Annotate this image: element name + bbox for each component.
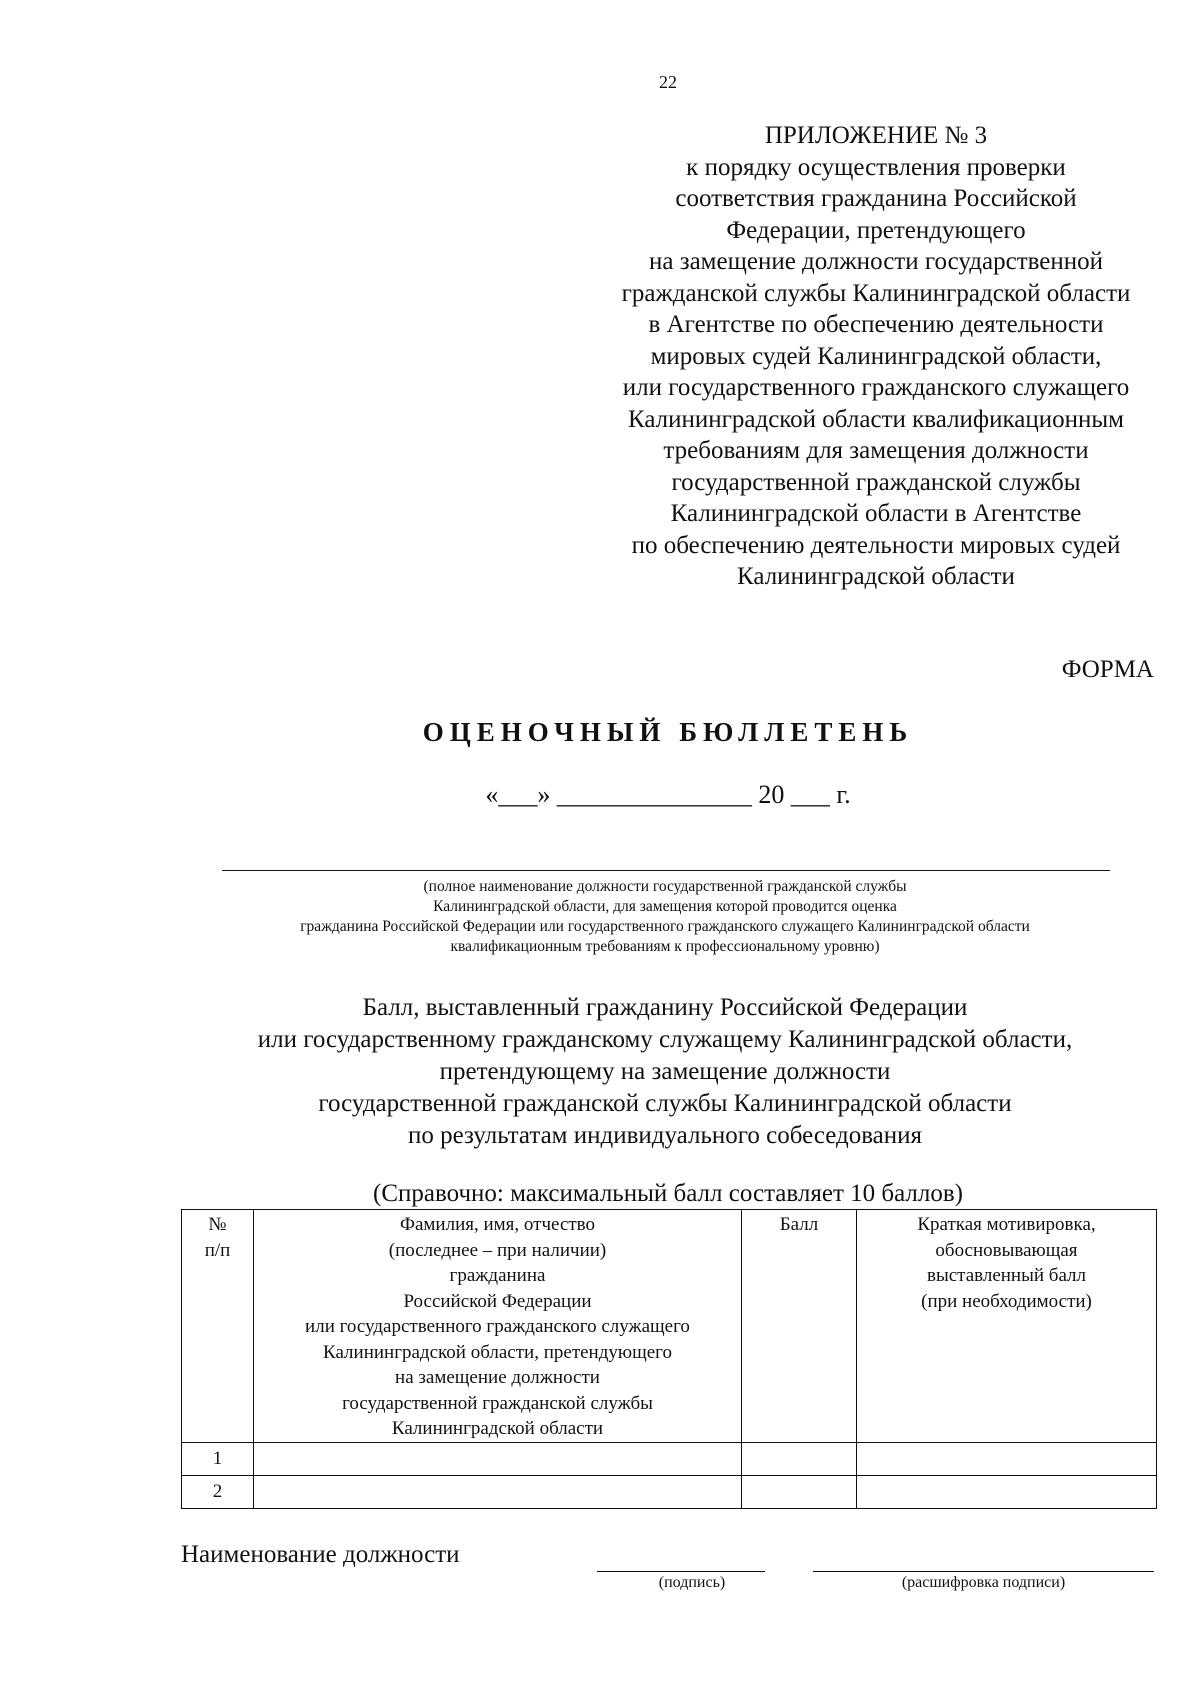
reference-note: (Справочно: максимальный балл составляет 10 баллов)	[373, 1180, 963, 1207]
row-number: 2	[182, 1475, 254, 1508]
score-cell[interactable]	[742, 1442, 857, 1475]
position-label: Наименование должности	[181, 1541, 460, 1568]
score-heading-line: или государственному гражданскому служащему Калининградской области,	[257, 1026, 1073, 1053]
appendix-line: государственной гражданской службы	[671, 468, 1081, 496]
appendix-line: мировых судей Калининградской области,	[650, 342, 1102, 370]
appendix-header	[586, 120, 1166, 593]
score-heading-line: по результатам индивидуального собеседования	[407, 1122, 923, 1149]
appendix-line: или государственного гражданского служащего	[622, 374, 1130, 401]
appendix-line: Федерации, претендующего	[726, 216, 1026, 244]
signature-line[interactable]	[597, 1571, 765, 1572]
date-line: «___» _______________ 20 ___ г.	[485, 780, 851, 809]
appendix-line: Калининградской области квалификационным	[627, 405, 1124, 433]
table-row	[182, 1442, 1157, 1475]
row-number: 1	[182, 1442, 254, 1475]
appendix-line: Калининградской области	[737, 563, 1015, 590]
col-reason-header: Краткая мотивировка, обосновывающая выставленный балл (при необходимости)	[857, 1210, 1157, 1443]
signature-caption: (подпись)	[658, 1574, 726, 1591]
appendix-line: соответствия гражданина Российской	[675, 185, 1077, 212]
name-cell[interactable]	[254, 1442, 742, 1475]
appendix-line: требованиям для замещения должности	[663, 437, 1089, 464]
page-number: 22	[659, 72, 677, 92]
position-fill-line	[222, 870, 1110, 871]
position-caption-line: гражданина Российской Федерации или государственного гражданского служащего Калининградской области	[300, 918, 1030, 935]
signature-decode-line[interactable]	[813, 1571, 1154, 1572]
appendix-line: по обеспечению деятельности мировых судей	[631, 531, 1121, 559]
appendix-line: в Агентстве по обеспечению деятельности	[648, 311, 1104, 338]
score-heading	[150, 992, 1180, 1152]
form-label: ФОРМА	[1061, 656, 1154, 683]
position-caption-line: (полное наименование должности государственной гражданской службы	[423, 878, 907, 895]
rating-table	[181, 1209, 1157, 1509]
score-cell[interactable]	[742, 1475, 857, 1508]
col-name-header: Фамилия, имя, отчество (последнее – при наличии) гражданина Российской Федерации или государственного гражданского служащего Калининградской области, претендующего на замещение должности государственной гражданской службы Калининградской области	[254, 1210, 742, 1443]
appendix-line: Калининградской области в Агентстве	[670, 500, 1082, 527]
appendix-line: ПРИЛОЖЕНИЕ № 3	[764, 122, 988, 149]
position-caption-line: Калининградской области, для замещения которой проводится оценка	[433, 898, 897, 915]
signature-decode-caption: (расшифровка подписи)	[901, 1574, 1066, 1591]
appendix-line: гражданской службы Калининградской области	[621, 279, 1131, 307]
position-caption	[200, 877, 1130, 957]
document-title: ОЦЕНОЧНЫЙ БЮЛЛЕТЕНЬ	[422, 717, 914, 747]
table-header-row	[182, 1210, 1157, 1443]
name-cell[interactable]	[254, 1475, 742, 1508]
score-heading-line: Балл, выставленный гражданину Российской Федерации	[362, 994, 968, 1021]
appendix-line: на замещение должности государственной	[648, 248, 1104, 275]
table-row	[182, 1475, 1157, 1508]
reason-cell[interactable]	[857, 1442, 1157, 1475]
col-score-header: Балл	[742, 1210, 857, 1443]
score-heading-line: государственной гражданской службы Калининградской области	[318, 1090, 1012, 1117]
position-caption-line: квалификационным требованиям к профессиональному уровню)	[450, 938, 880, 955]
score-heading-line: претендующему на замещение должности	[439, 1058, 891, 1085]
col-number-header: № п/п	[182, 1210, 254, 1443]
reason-cell[interactable]	[857, 1475, 1157, 1508]
appendix-line: к порядку осуществления проверки	[686, 153, 1066, 181]
